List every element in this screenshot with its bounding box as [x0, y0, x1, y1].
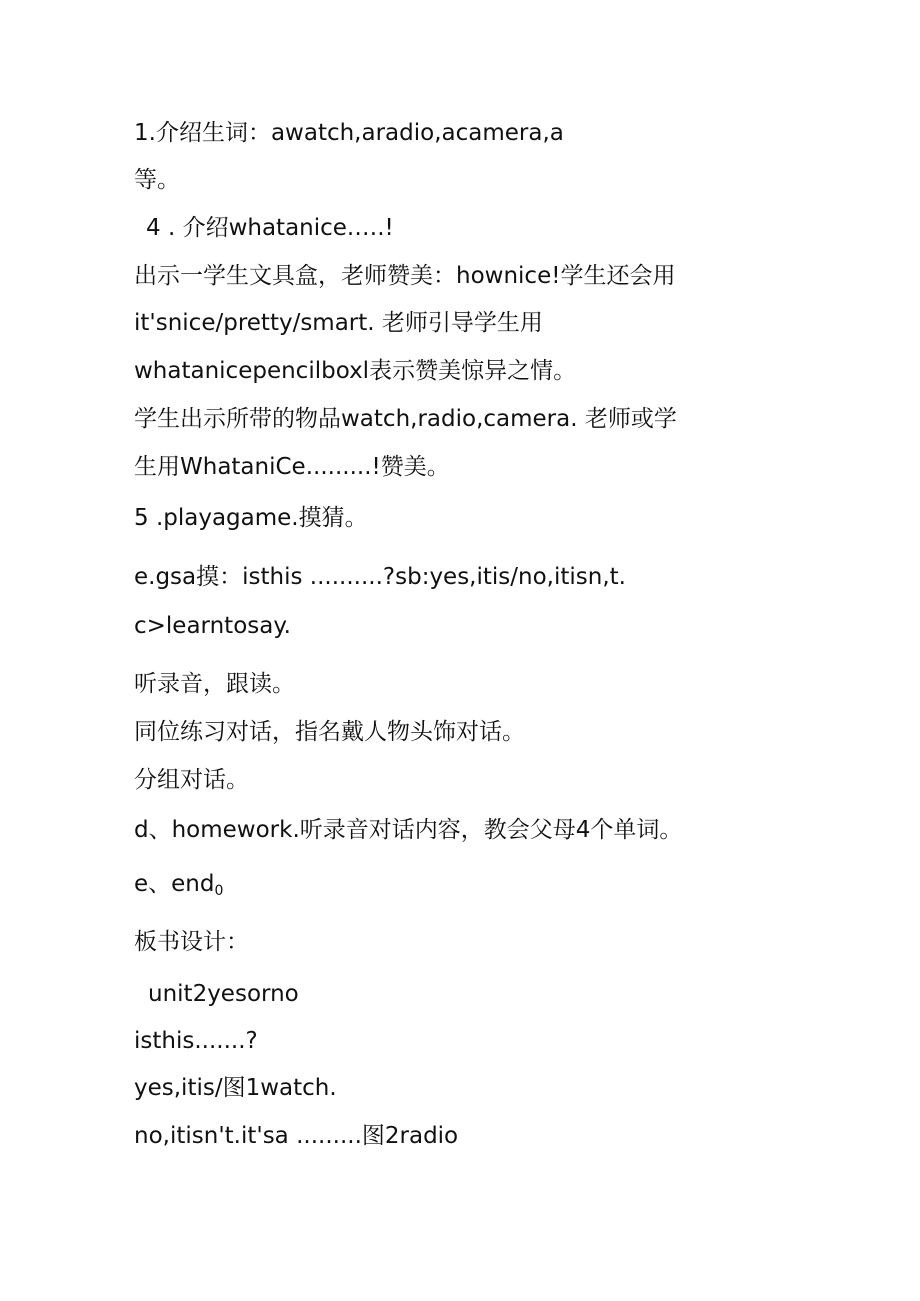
text-line-5: it'snice/pretty/smart. 老师引导学生用: [134, 310, 543, 336]
text-line-6: whatanicepencilboxl表示赞美惊异之情。: [134, 358, 577, 384]
text-line-10: e.gsa摸：isthis ..........?sb:yes,itis/no,itisn,t.: [134, 564, 626, 590]
text-line-18: unit2yesorno: [148, 981, 299, 1007]
text-line-17: 板书设计：: [134, 929, 249, 955]
text-line-19: isthis.......?: [134, 1028, 258, 1054]
text-line-14: 分组对话。: [134, 767, 249, 793]
text-line-21: no,itisn't.it'sa .........图2radio: [134, 1123, 459, 1149]
text-line-11: c>learntosay.: [134, 613, 291, 639]
text-line-3: 4 . 介绍whatanice.….!: [146, 215, 394, 241]
text-line-9: 5 .playagame.摸猜。: [134, 505, 368, 531]
text-line-8: 生用WhataniCe.........!赞美。: [134, 454, 450, 480]
text-line-7: 学生出示所带的物品watch,radio,camera. 老师或学: [134, 406, 677, 432]
text-line-2: 等。: [134, 167, 180, 193]
end-text: e、end: [134, 871, 215, 897]
text-line-4: 出示一学生文具盒，老师赞美：hownice!学生还会用: [134, 263, 676, 289]
text-line-20: yes,itis/图1watch.: [134, 1075, 337, 1101]
text-line-15: d、homework.听录音对话内容，教会父母4个单词。: [134, 817, 683, 843]
text-line-1: 1.介绍生词：awatch,aradio,acamera,a: [134, 120, 564, 146]
end-subscript: 0: [214, 883, 224, 899]
text-line-13: 同位练习对话，指名戴人物头饰对话。: [134, 719, 525, 745]
text-line-12: 听录音，跟读。: [134, 671, 295, 697]
text-line-16: [134, 869, 223, 906]
